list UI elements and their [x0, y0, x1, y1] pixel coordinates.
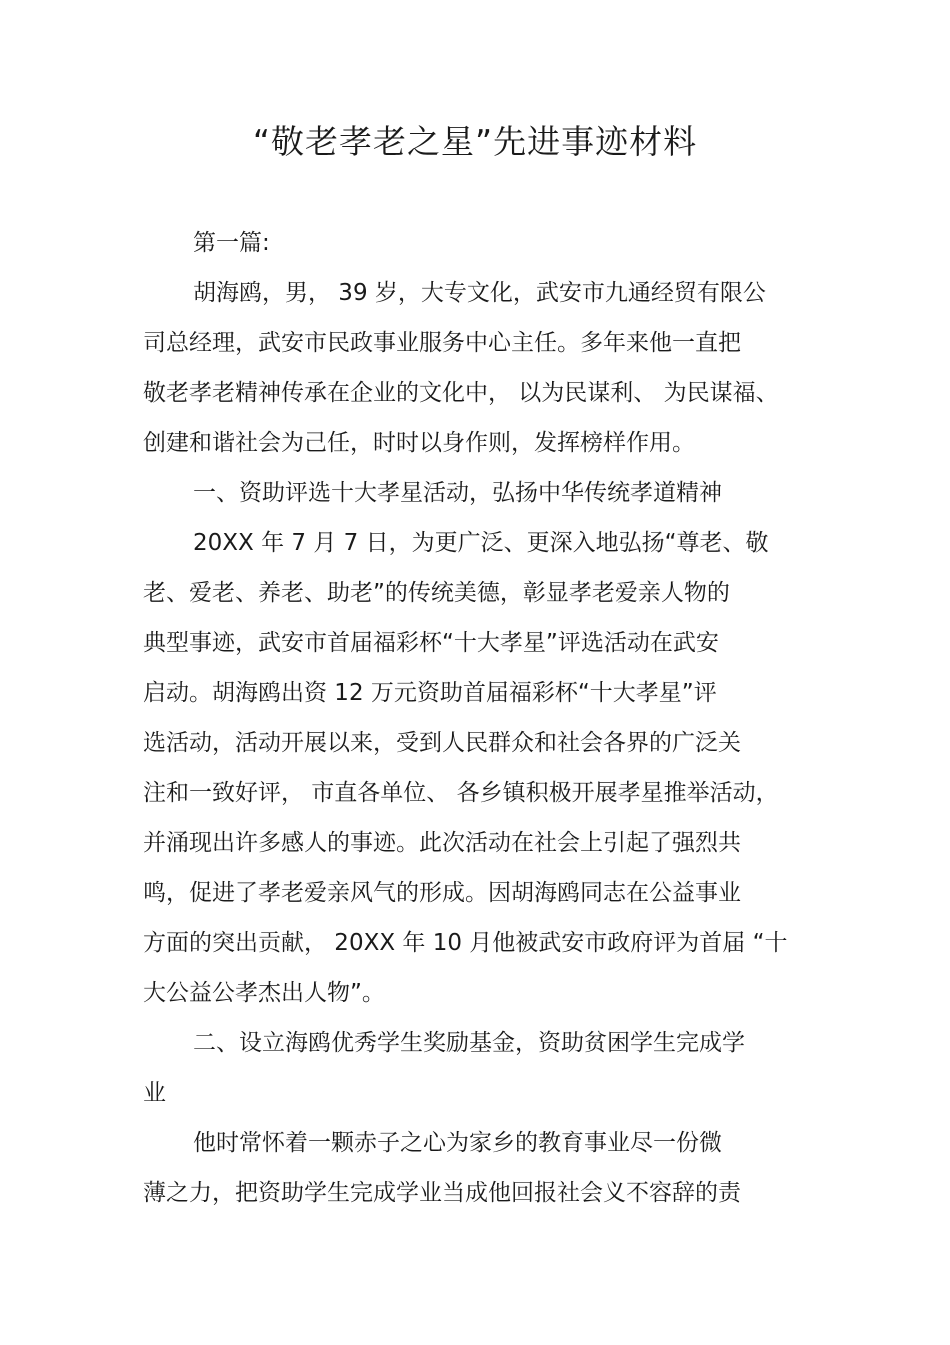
paragraph-line: 司总经理，武安市民政事业服务中心主任。多年来他一直把: [143, 330, 741, 356]
paragraph-line: 第一篇:: [193, 230, 270, 256]
paragraph-line: 胡海鸥，男， 39 岁，大专文化，武安市九通经贸有限公: [193, 280, 766, 306]
paragraph-line: 典型事迹，武安市首届福彩杯“十大孝星”评选活动在武安: [143, 630, 719, 656]
paragraph-line: 20XX 年 7 月 7 日，为更广泛、更深入地弘扬“尊老、敬: [193, 530, 769, 556]
paragraph-line: 他时常怀着一颗赤子之心为家乡的教育事业尽一份微: [193, 1130, 722, 1156]
paragraph-line: 注和一致好评， 市直各单位、 各乡镇积极开展孝星推举活动，: [143, 780, 779, 806]
paragraph-line: 并涌现出许多感人的事迹。此次活动在社会上引起了强烈共: [143, 830, 741, 856]
paragraph-line: 启动。胡海鸥出资 12 万元资助首届福彩杯“十大孝星”评: [143, 680, 717, 706]
paragraph-line: 大公益公孝杰出人物”。: [143, 980, 385, 1006]
paragraph-line: 敬老孝老精神传承在企业的文化中， 以为民谋利、 为民谋福、: [143, 380, 779, 406]
paragraph-line: 选活动，活动开展以来，受到人民群众和社会各界的广泛关: [143, 730, 741, 756]
section-heading: 二、设立海鸥优秀学生奖励基金，资助贫困学生完成学: [193, 1030, 745, 1056]
paragraph-line: 方面的突出贡献， 20XX 年 10 月他被武安市政府评为首届 “十: [143, 930, 788, 956]
section-heading-continuation: 业: [143, 1080, 166, 1106]
paragraph-line: 创建和谐社会为己任，时时以身作则，发挥榜样作用。: [143, 430, 695, 456]
section-heading: 一、资助评选十大孝星活动，弘扬中华传统孝道精神: [193, 480, 722, 506]
paragraph-line: 老、爱老、养老、助老”的传统美德，彰显孝老爱亲人物的: [143, 580, 730, 606]
paragraph-line: 薄之力，把资助学生完成学业当成他回报社会义不容辞的责: [143, 1180, 741, 1206]
document-title: “敬老孝老之星”先进事迹材料: [252, 122, 698, 161]
paragraph-line: 鸣，促进了孝老爱亲风气的形成。因胡海鸥同志在公益事业: [143, 880, 741, 906]
